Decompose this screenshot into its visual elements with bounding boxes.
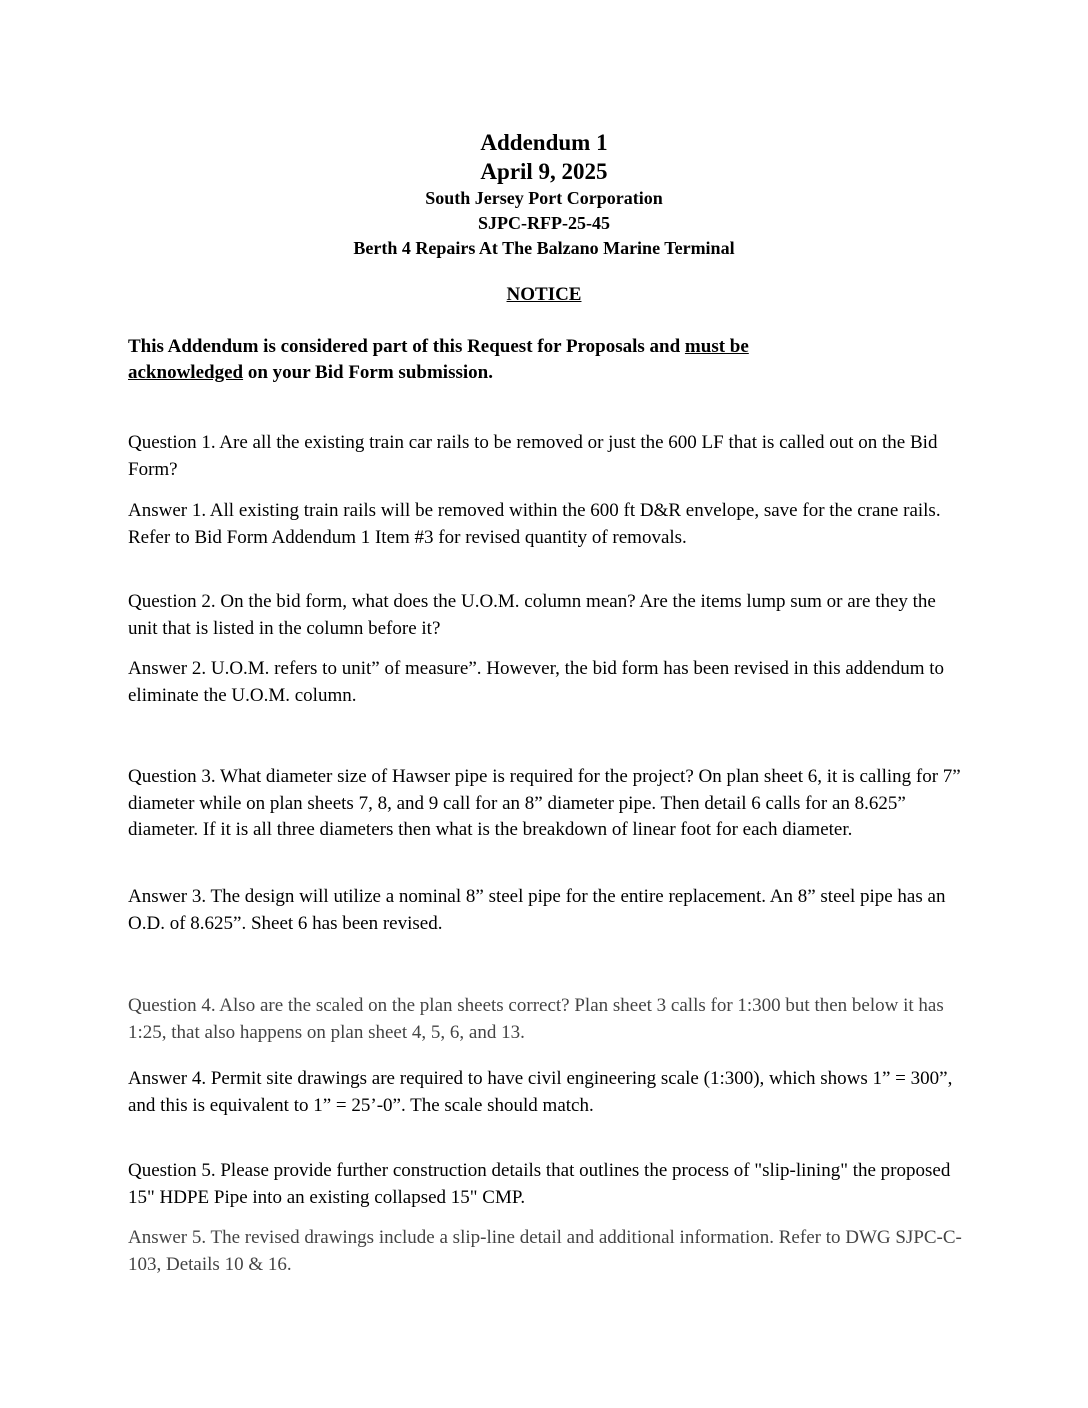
addendum-date: April 9, 2025 (480, 159, 608, 184)
question-5: Question 5. Please provide further construction details that outlines the process of "slip-lining" the proposed 15" HDPE Pipe into an existing collapsed 15" CMP. (128, 1160, 951, 1208)
question-2: Question 2. On the bid form, what does the U.O.M. column mean? Are the items lump sum or are they the unit that is listed in the column before it? (128, 591, 936, 639)
answer-1: Answer 1. All existing train rails will be removed within the 600 ft D&R envelope, save for the crane rails. Refer to Bid Form Addendum 1 Item #3 for revised quantity of removals. (128, 500, 941, 548)
answer-2: Answer 2. U.O.M. refers to unit” of measure”. However, the bid form has been revised in this addendum to eliminate the U.O.M. column. (128, 658, 945, 706)
answer-5: Answer 5. The revised drawings include a slip-line detail and additional information. Refer to DWG SJPC-C-103, Details 10 & 16. (128, 1227, 962, 1275)
notice-intro-underline-2: acknowledged (128, 362, 244, 383)
organization-name: South Jersey Port Corporation (425, 188, 663, 208)
addendum-header (0, 128, 1088, 261)
question-1: Question 1. Are all the existing train car rails to be removed or just the 600 LF that is called out on the Bid Form? (128, 432, 938, 480)
notice-intro-underline-1: must be (684, 336, 749, 357)
notice-intro (128, 334, 948, 386)
addendum-title: Addendum 1 (480, 130, 608, 155)
answer-4: Answer 4. Permit site drawings are required to have civil engineering scale (1:300), which shows 1” = 300”, and this is equivalent to 1” = 25’-0”. The scale should match. (128, 1068, 953, 1116)
question-3: Question 3. What diameter size of Hawser pipe is required for the project? On plan sheet 6, it is calling for 7” diameter while on plan sheets 7, 8, and 9 call for an 8” diameter pipe. Then detail 6 calls for an 8.625” diameter. If it is all three diameters then what is the breakdown of linear foot for each diameter. (128, 766, 961, 840)
notice-heading: NOTICE (506, 284, 582, 305)
notice-intro-text: This Addendum is considered part of this Request for Proposals and (128, 336, 685, 357)
answer-3: Answer 3. The design will utilize a nominal 8” steel pipe for the entire replacement. An 8” steel pipe has an O.D. of 8.625”. Sheet 6 has been revised. (128, 886, 946, 934)
question-4: Question 4. Also are the scaled on the plan sheets correct? Plan sheet 3 calls for 1:300 but then below it has 1:25, that also happens on plan sheet 4, 5, 6, and 13. (128, 995, 944, 1043)
rfp-number: SJPC-RFP-25-45 (478, 213, 610, 233)
project-title: Berth 4 Repairs At The Balzano Marine Terminal (353, 238, 735, 258)
notice-intro-text-end: on your Bid Form submission. (243, 362, 493, 383)
